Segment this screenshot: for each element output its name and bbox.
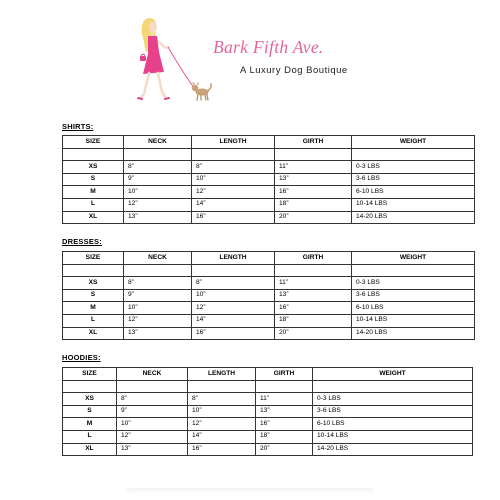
column-header-neck: NECK xyxy=(124,252,192,265)
dresses-size-table xyxy=(62,251,475,340)
table-row xyxy=(63,186,475,199)
neck-cell: 10” xyxy=(124,302,192,315)
size-cell: XL xyxy=(63,327,124,340)
size-cell: M xyxy=(63,418,117,431)
length-cell: 8” xyxy=(188,393,256,406)
table-header-row xyxy=(63,368,473,381)
size-cell: XL xyxy=(63,443,117,456)
column-header-size: SIZE xyxy=(63,368,117,381)
neck-cell: 9” xyxy=(124,173,192,186)
weight-cell: 0-3 LBS xyxy=(313,393,473,406)
girth-cell: 18” xyxy=(275,314,352,327)
girth-cell: 20” xyxy=(275,211,352,224)
weight-cell: 14-20 LBS xyxy=(352,327,475,340)
column-header-length: LENGTH xyxy=(192,252,275,265)
table-row xyxy=(63,302,475,315)
girth-cell: 13” xyxy=(275,173,352,186)
table-row xyxy=(63,314,475,327)
length-cell: 12” xyxy=(188,418,256,431)
length-cell: 12” xyxy=(192,302,275,315)
table-header-row xyxy=(63,136,475,149)
neck-cell: 13” xyxy=(124,327,192,340)
size-cell: L xyxy=(63,430,117,443)
weight-cell: 0-3 LBS xyxy=(352,161,475,174)
dresses-section-title: DRESSES: xyxy=(62,237,102,246)
weight-cell: 3-6 LBS xyxy=(352,173,475,186)
length-cell: 14” xyxy=(188,430,256,443)
table-row xyxy=(63,161,475,174)
weight-cell: 14-20 LBS xyxy=(352,211,475,224)
table-spacer-row xyxy=(63,380,473,393)
brand-name: Bark Fifth Ave. xyxy=(213,37,324,57)
size-cell: XS xyxy=(63,393,117,406)
weight-cell: 6-10 LBS xyxy=(313,418,473,431)
length-cell: 10” xyxy=(192,173,275,186)
neck-cell: 12” xyxy=(117,430,188,443)
girth-cell: 16” xyxy=(275,186,352,199)
length-cell: 14” xyxy=(192,198,275,211)
table-row xyxy=(63,393,473,406)
size-cell: M xyxy=(63,302,124,315)
table-row xyxy=(63,405,473,418)
neck-cell: 12” xyxy=(124,198,192,211)
column-header-length: LENGTH xyxy=(188,368,256,381)
weight-cell: 3-6 LBS xyxy=(313,405,473,418)
woman-walking-dog-icon xyxy=(128,12,228,112)
length-cell: 8” xyxy=(192,277,275,290)
hoodies-size-table xyxy=(62,367,473,456)
weight-cell: 6-10 LBS xyxy=(352,302,475,315)
page-bottom-shadow xyxy=(126,488,374,494)
length-cell: 8” xyxy=(192,161,275,174)
column-header-girth: GIRTH xyxy=(256,368,313,381)
shirts-section-title: SHIRTS: xyxy=(62,122,94,131)
length-cell: 16” xyxy=(192,211,275,224)
size-cell: M xyxy=(63,186,124,199)
girth-cell: 16” xyxy=(256,418,313,431)
girth-cell: 11” xyxy=(275,161,352,174)
size-cell: XL xyxy=(63,211,124,224)
size-cell: XS xyxy=(63,161,124,174)
neck-cell: 13” xyxy=(117,443,188,456)
neck-cell: 8” xyxy=(117,393,188,406)
length-cell: 14” xyxy=(192,314,275,327)
table-row xyxy=(63,327,475,340)
size-cell: S xyxy=(63,405,117,418)
column-header-girth: GIRTH xyxy=(275,252,352,265)
length-cell: 16” xyxy=(192,327,275,340)
table-row xyxy=(63,430,473,443)
column-header-girth: GIRTH xyxy=(275,136,352,149)
neck-cell: 10” xyxy=(124,186,192,199)
column-header-size: SIZE xyxy=(63,136,124,149)
weight-cell: 14-20 LBS xyxy=(313,443,473,456)
column-header-weight: WEIGHT xyxy=(352,252,475,265)
size-cell: S xyxy=(63,173,124,186)
neck-cell: 8” xyxy=(124,277,192,290)
page-header xyxy=(0,0,500,112)
shirts-size-table xyxy=(62,135,475,224)
column-header-neck: NECK xyxy=(124,136,192,149)
hoodies-section-title: HOODIES: xyxy=(62,353,101,362)
table-row xyxy=(63,173,475,186)
weight-cell: 3-6 LBS xyxy=(352,289,475,302)
table-row xyxy=(63,418,473,431)
table-row xyxy=(63,277,475,290)
weight-cell: 10-14 LBS xyxy=(352,198,475,211)
neck-cell: 9” xyxy=(117,405,188,418)
girth-cell: 13” xyxy=(256,405,313,418)
column-header-neck: NECK xyxy=(117,368,188,381)
length-cell: 10” xyxy=(188,405,256,418)
brand-tagline: A Luxury Dog Boutique xyxy=(240,65,348,76)
neck-cell: 10” xyxy=(117,418,188,431)
table-row xyxy=(63,198,475,211)
weight-cell: 10-14 LBS xyxy=(352,314,475,327)
girth-cell: 16” xyxy=(275,302,352,315)
weight-cell: 6-10 LBS xyxy=(352,186,475,199)
column-header-weight: WEIGHT xyxy=(352,136,475,149)
size-cell: L xyxy=(63,198,124,211)
neck-cell: 9” xyxy=(124,289,192,302)
length-cell: 16” xyxy=(188,443,256,456)
size-cell: S xyxy=(63,289,124,302)
girth-cell: 13” xyxy=(275,289,352,302)
girth-cell: 20” xyxy=(256,443,313,456)
column-header-weight: WEIGHT xyxy=(313,368,473,381)
table-row xyxy=(63,211,475,224)
table-row xyxy=(63,289,475,302)
weight-cell: 0-3 LBS xyxy=(352,277,475,290)
table-row xyxy=(63,443,473,456)
girth-cell: 11” xyxy=(256,393,313,406)
neck-cell: 8” xyxy=(124,161,192,174)
neck-cell: 13” xyxy=(124,211,192,224)
girth-cell: 18” xyxy=(275,198,352,211)
table-spacer-row xyxy=(63,264,475,277)
column-header-length: LENGTH xyxy=(192,136,275,149)
girth-cell: 18” xyxy=(256,430,313,443)
size-cell: L xyxy=(63,314,124,327)
girth-cell: 20” xyxy=(275,327,352,340)
table-spacer-row xyxy=(63,148,475,161)
length-cell: 10” xyxy=(192,289,275,302)
size-cell: XS xyxy=(63,277,124,290)
column-header-size: SIZE xyxy=(63,252,124,265)
girth-cell: 11” xyxy=(275,277,352,290)
length-cell: 12” xyxy=(192,186,275,199)
weight-cell: 10-14 LBS xyxy=(313,430,473,443)
neck-cell: 12” xyxy=(124,314,192,327)
table-header-row xyxy=(63,252,475,265)
